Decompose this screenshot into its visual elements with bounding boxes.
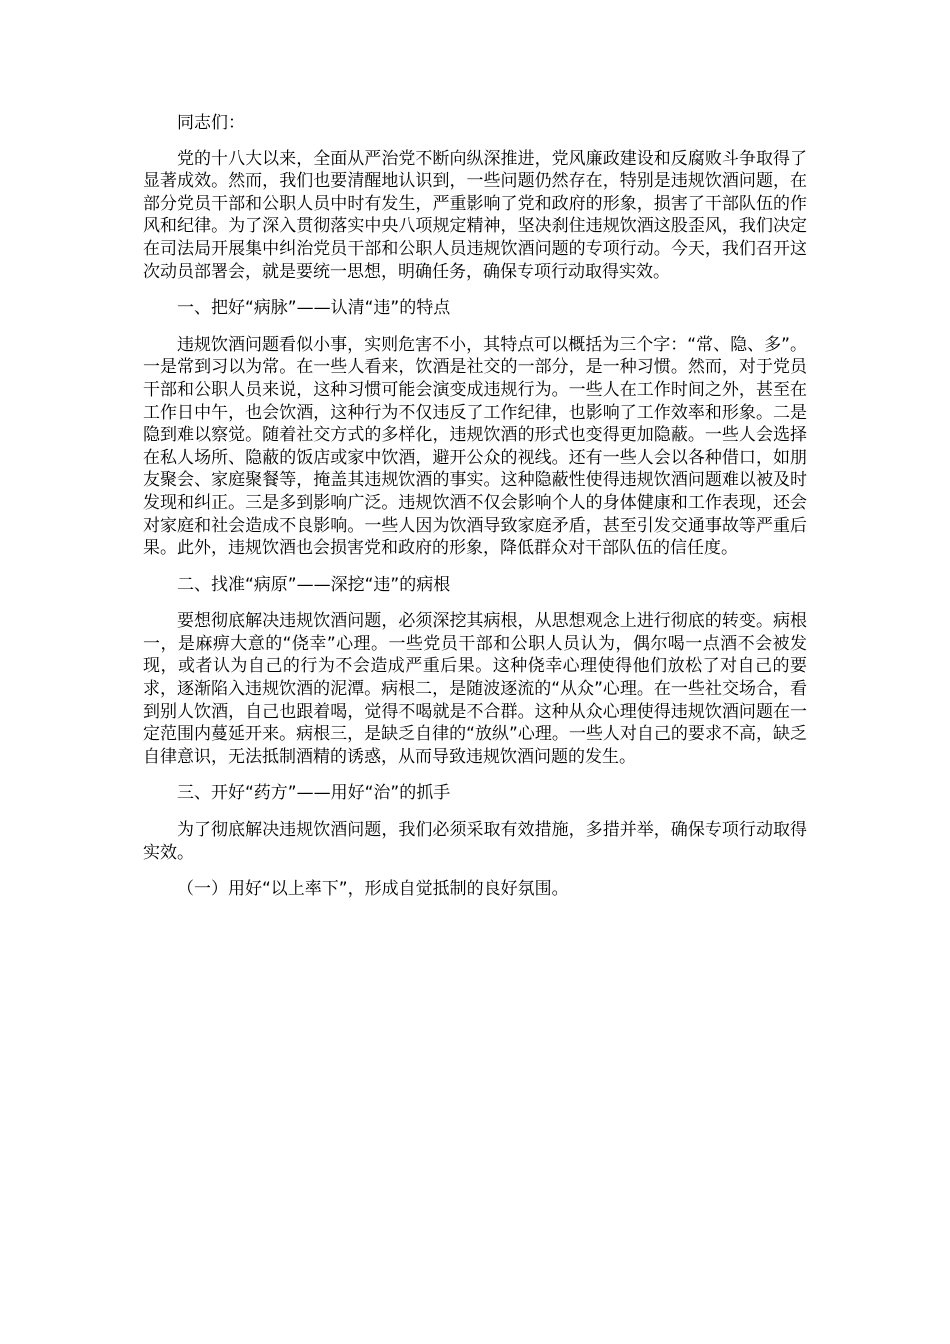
section-3-heading: 三、开好“药方”——用好“治”的抓手 (177, 783, 451, 804)
section-3-subheading-1: （一）用好“以上率下”，形成自觉抵制的良好氛围。 (177, 879, 569, 900)
intro-paragraph: 党的十八大以来，全面从严治党不断向纵深推进，党风廉政建设和反腐败斗争取得了显著成效。然而，我们也要清醒地认识到，一些问题仍然存在，特别是违规饮酒问题，在部分党员干部和公职人员中时有发生，严重影响了党和政府的形象，损害了干部队伍的作风和纪律。为了深入贯彻落实中央八项规定精神，坚决刹住违规饮酒这股歪风，我们决定在司法局开展集中纠治党员干部和公职人员违规饮酒问题的专项行动。今天，我们召开这次动员部署会，就是要统一思想，明确任务，确保专项行动取得实效。 (143, 148, 807, 282)
document-page (143, 112, 807, 901)
section-2-paragraph: 要想彻底解决违规饮酒问题，必须深挖其病根，从思想观念上进行彻底的转变。病根一，是麻痹大意的“侥幸”心理。一些党员干部和公职人员认为，偶尔喝一点酒不会被发现，或者认为自己的行为不会造成严重后果。这种侥幸心理使得他们放松了对自己的要求，逐渐陷入违规饮酒的泥潭。病根二，是随波逐流的“从众”心理。在一些社交场合，看到别人饮酒，自己也跟着喝，觉得不喝就是不合群。这种从众心理使得违规饮酒问题在一定范围内蔓延开来。病根三，是缺乏自律的“放纵”心理。一些人对自己的要求不高，缺乏自律意识，无法抵制酒精的诱惑，从而导致违规饮酒问题的发生。 (143, 611, 807, 767)
greeting: 同志们： (177, 113, 245, 133)
section-3-paragraph: 为了彻底解决违规饮酒问题，我们必须采取有效措施，多措并举，确保专项行动取得实效。 (143, 820, 807, 863)
section-1-paragraph: 违规饮酒问题看似小事，实则危害不小，其特点可以概括为三个字：“常、隐、多”。一是常到习以为常。在一些人看来，饮酒是社交的一部分，是一种习惯。然而，对于党员干部和公职人员来说，这种习惯可能会演变成违规行为。一些人在工作时间之外，甚至在工作日中午，也会饮酒，这种行为不仅违反了工作纪律，也影响了工作效率和形象。二是隐到难以察觉。随着社交方式的多样化，违规饮酒的形式也变得更加隐蔽。一些人会选择在私人场所、隐蔽的饭店或家中饮酒，避开公众的视线。还有一些人会以各种借口，如朋友聚会、家庭聚餐等，掩盖其违规饮酒的事实。这种隐蔽性使得违规饮酒问题难以被及时发现和纠正。三是多到影响广泛。违规饮酒不仅会影响个人的身体健康和工作表现，还会对家庭和社会造成不良影响。一些人因为饮酒导致家庭矛盾，甚至引发交通事故等严重后果。此外，违规饮酒也会损害党和政府的形象，降低群众对干部队伍的信任度。 (143, 334, 807, 559)
section-1-heading: 一、把好“病脉”——认清“违”的特点 (177, 298, 451, 319)
section-2-heading: 二、找准“病原”——深挖“违”的病根 (177, 574, 451, 595)
